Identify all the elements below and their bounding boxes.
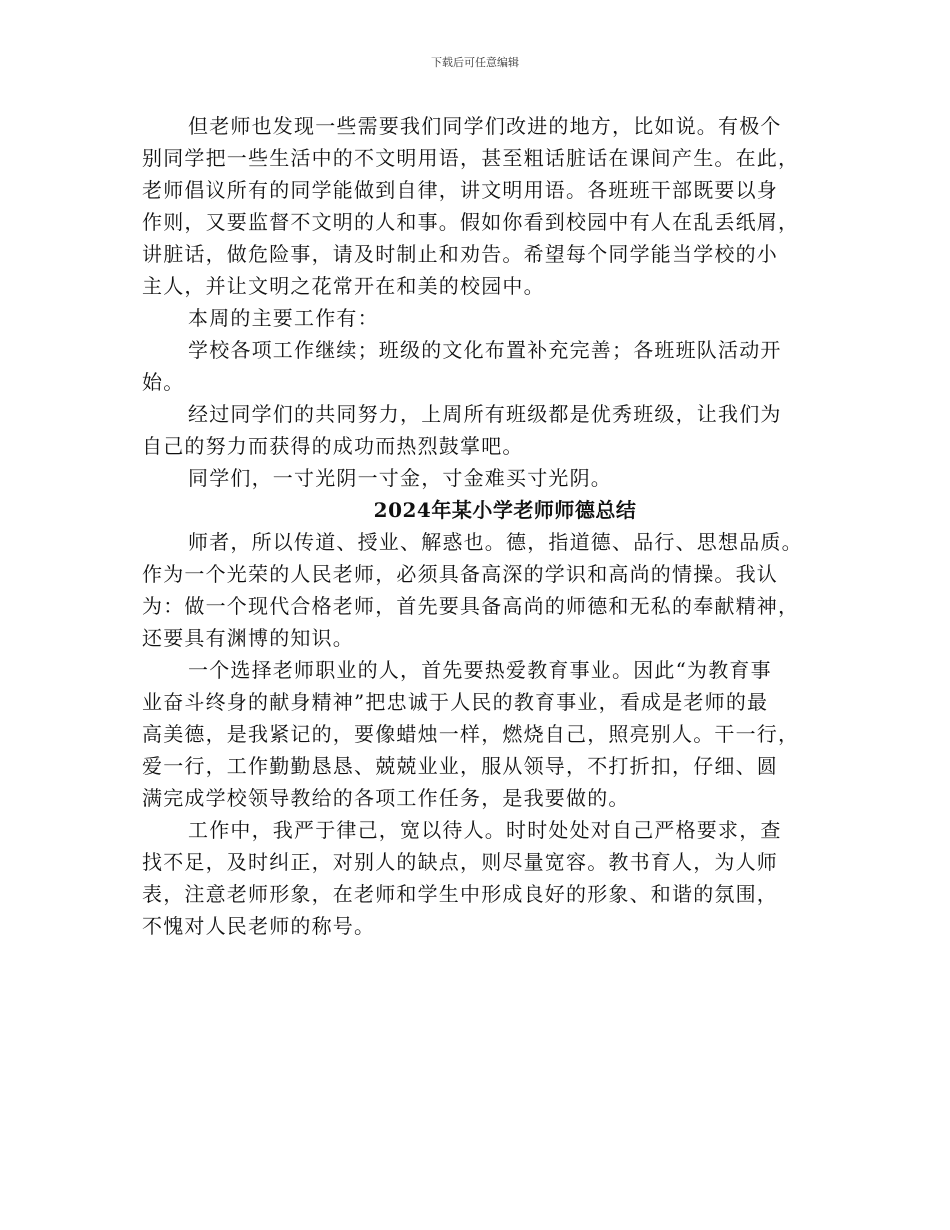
text-line: 高美德，是我紧记的，要像蜡烛一样，燃烧自己，照亮别人。干一行， <box>142 722 800 746</box>
text-line: 不愧对人民老师的称号。 <box>142 914 376 938</box>
paragraph-time-proverb <box>142 462 822 494</box>
paragraph-self-discipline <box>142 814 822 942</box>
text-line: 工作中，我严于律己，宽以待人。时时处处对自己严格要求，查 <box>188 818 782 842</box>
text-line: 老师倡议所有的同学能做到自律，讲文明用语。各班班干部既要以身 <box>142 178 778 202</box>
text-line: 主人，并让文明之花常开在和美的校园中。 <box>142 274 545 298</box>
text-line: 表，注意老师形象，在老师和学生中形成良好的形象、和谐的氛围， <box>142 882 778 906</box>
document-body <box>142 110 822 942</box>
text-line: 自己的努力而获得的成功而热烈鼓掌吧。 <box>142 434 524 458</box>
text-line: 经过同学们的共同努力，上周所有班级都是优秀班级，让我们为 <box>188 402 782 426</box>
paragraph-weekly-work <box>142 334 822 398</box>
text-line: 还要具有渊博的知识。 <box>142 626 354 650</box>
text-line: 同学们，一寸光阴一寸金，寸金难买寸光阴。 <box>188 466 612 490</box>
paragraph-weekly-work-heading <box>142 302 822 334</box>
text-line: 别同学把一些生活中的不文明用语，甚至粗话脏话在课间产生。在此， <box>142 146 800 170</box>
section-title: 2024年某小学老师师德总结 <box>373 498 637 522</box>
text-line: 爱一行，工作勤勤恳恳、兢兢业业，服从领导，不打折扣，仔细、圆 <box>142 754 778 778</box>
text-line: 但老师也发现一些需要我们同学们改进的地方，比如说。有极个 <box>188 114 782 138</box>
text-line: 始。 <box>142 370 185 394</box>
paragraph-excellent-classes <box>142 398 822 462</box>
paragraph-civility <box>142 110 822 302</box>
text-line: 为：做一个现代合格老师，首先要具备高尚的师德和无私的奉献精神， <box>142 594 800 618</box>
text-line: 讲脏话，做危险事，请及时制止和劝告。希望每个同学能当学校的小 <box>142 242 778 266</box>
paragraph-teacher-ethics <box>142 526 822 654</box>
text-line: 作为一个光荣的人民老师，必须具备高深的学识和高尚的情操。我认 <box>142 562 778 586</box>
text-line: 本周的主要工作有： <box>188 306 379 330</box>
text-line: 一个选择老师职业的人，首先要热爱教育事业。因此“为教育事 <box>188 658 772 682</box>
text-line: 找不足，及时纠正，对别人的缺点，则尽量宽容。教书育人，为人师 <box>142 850 778 874</box>
text-line: 满完成学校领导教给的各项工作任务，是我要做的。 <box>142 786 630 810</box>
text-line: 学校各项工作继续；班级的文化布置补充完善；各班班队活动开 <box>188 338 782 362</box>
text-line: 师者，所以传道、授业、解惑也。德，指道德、品行、思想品质。 <box>188 530 803 554</box>
text-line: 作则，又要监督不文明的人和事。假如你看到校园中有人在乱丢纸屑， <box>142 210 800 234</box>
page-header-note: 下载后可任意编辑 <box>431 56 519 69</box>
text-line: 业奋斗终身的献身精神”把忠诚于人民的教育事业，看成是老师的最 <box>142 690 769 714</box>
paragraph-love-education <box>142 654 822 814</box>
